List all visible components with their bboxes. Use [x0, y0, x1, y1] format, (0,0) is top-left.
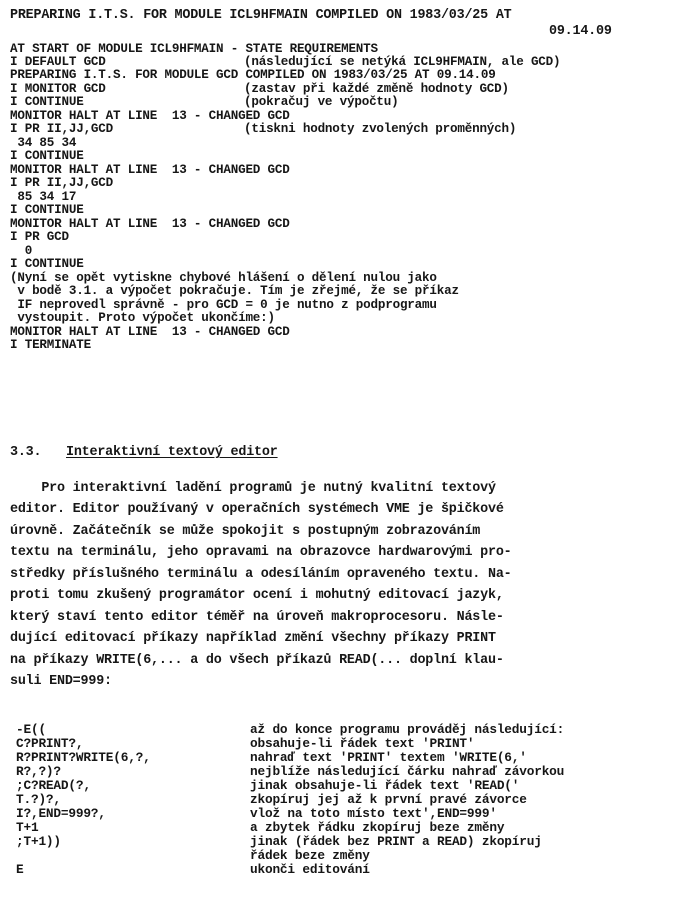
log-comment: (zastav při každé změně hodnoty GCD) [244, 82, 509, 96]
editor-command: I?,END=999?, [16, 806, 106, 821]
command-description: ukonči editování [250, 862, 370, 877]
paragraph-line: středky příslušného terminálu a odesíláním opraveného textu. Na- [10, 567, 512, 582]
log-line: vystoupit. Proto výpočet ukončíme:) [10, 311, 275, 325]
paragraph-line: proti tomu zkušený programátor ocení i mohutný editovací jazyk, [10, 588, 504, 603]
editor-command: -E(( [16, 722, 46, 737]
paragraph-line: Pro interaktivní ladění programů je nutný kvalitní textový [10, 481, 496, 496]
editor-command: R?PRINT?WRITE(6,?, [16, 750, 151, 765]
command-description: nahraď text 'PRINT' textem 'WRITE(6,' [250, 750, 527, 765]
log-line: I PR GCD [10, 230, 69, 244]
log-line: I PR II,JJ,GCD [10, 176, 114, 190]
section-title: Interaktivní textový editor [66, 445, 278, 460]
editor-command: ;T+1)) [16, 834, 61, 849]
log-line: I CONTINUE [10, 149, 84, 163]
editor-command: C?PRINT?, [16, 736, 84, 751]
log-line: v bodě 3.1. a výpočet pokračuje. Tím je zřejmé, že se příkaz [10, 284, 459, 298]
paragraph-line: dující editovací příkazy například změní všechny příkazy PRINT [10, 631, 496, 646]
log-line: PREPARING I.T.S. FOR MODULE GCD COMPILED ON 1983/03/25 AT 09.14.09 [10, 68, 496, 82]
command-description: a zbytek řádku zkopíruj beze změny [250, 820, 505, 835]
command-description: obsahuje-li řádek text 'PRINT' [250, 736, 475, 751]
editor-command: E [16, 862, 24, 877]
command-description: nejblíže následující čárku nahraď závorkou [250, 764, 565, 779]
log-line: (Nyní se opět vytiskne chybové hlášení o dělení nulou jako [10, 271, 437, 285]
log-line: AT START OF MODULE ICL9HFMAIN - STATE REQUIREMENTS [10, 42, 378, 56]
log-comment: (následující se netýká ICL9HFMAIN, ale GCD) [244, 55, 561, 69]
log-line: I CONTINUE [10, 203, 84, 217]
log-line: 85 34 17 [10, 190, 77, 204]
log-line: IF neprovedl správně - pro GCD = 0 je nutno z podprogramu [10, 298, 437, 312]
log-line: I TERMINATE [10, 338, 91, 352]
log-line: MONITOR HALT AT LINE 13 - CHANGED GCD [10, 217, 290, 231]
paragraph-line: úrovně. Začátečník se může spokojit s postupným zobrazováním [10, 524, 481, 539]
paragraph-line: editor. Editor používaný v operačních systémech VME je špičkové [10, 502, 504, 517]
log-comment: (tiskni hodnoty zvolených proměnných) [244, 122, 517, 136]
section-number: 3.3. [10, 445, 42, 460]
header-time: 09.14.09 [549, 24, 612, 39]
log-line: I CONTINUE [10, 95, 84, 109]
editor-command: R?,?)? [16, 764, 61, 779]
log-line: MONITOR HALT AT LINE 13 - CHANGED GCD [10, 163, 290, 177]
editor-command: ;C?READ(?, [16, 778, 91, 793]
paragraph-line: na příkazy WRITE(6,... a do všech příkazů READ(... doplní klau- [10, 653, 504, 668]
command-description: až do konce programu prováděj následující: [250, 722, 565, 737]
command-description: řádek beze změny [250, 848, 370, 863]
editor-command: T+1 [16, 820, 39, 835]
log-line: I MONITOR GCD [10, 82, 106, 96]
editor-command: T.?)?, [16, 792, 61, 807]
log-line: 34 85 34 [10, 136, 77, 150]
log-line: 0 [10, 244, 33, 258]
log-line: I DEFAULT GCD [10, 55, 106, 69]
command-description: vlož na toto místo text',END=999' [250, 806, 497, 821]
paragraph-line: suli END=999: [10, 674, 112, 689]
command-description: jinak obsahuje-li řádek text 'READ(' [250, 778, 520, 793]
log-line: MONITOR HALT AT LINE 13 - CHANGED GCD [10, 325, 290, 339]
command-description: jinak (řádek bez PRINT a READ) zkopíruj [250, 834, 542, 849]
command-description: zkopíruj jej až k první pravé závorce [250, 792, 527, 807]
paragraph-line: textu na terminálu, jeho opravami na obrazovce hardwarovými pro- [10, 545, 512, 560]
paragraph-line: který staví tento editor téměř na úroveň makroprocesoru. Násle- [10, 610, 504, 625]
log-line: I PR II,JJ,GCD [10, 122, 114, 136]
log-line: I CONTINUE [10, 257, 84, 271]
header-line: PREPARING I.T.S. FOR MODULE ICL9HFMAIN COMPILED ON 1983/03/25 AT [10, 8, 512, 23]
log-line: MONITOR HALT AT LINE 13 - CHANGED GCD [10, 109, 290, 123]
log-comment: (pokračuj ve výpočtu) [244, 95, 399, 109]
